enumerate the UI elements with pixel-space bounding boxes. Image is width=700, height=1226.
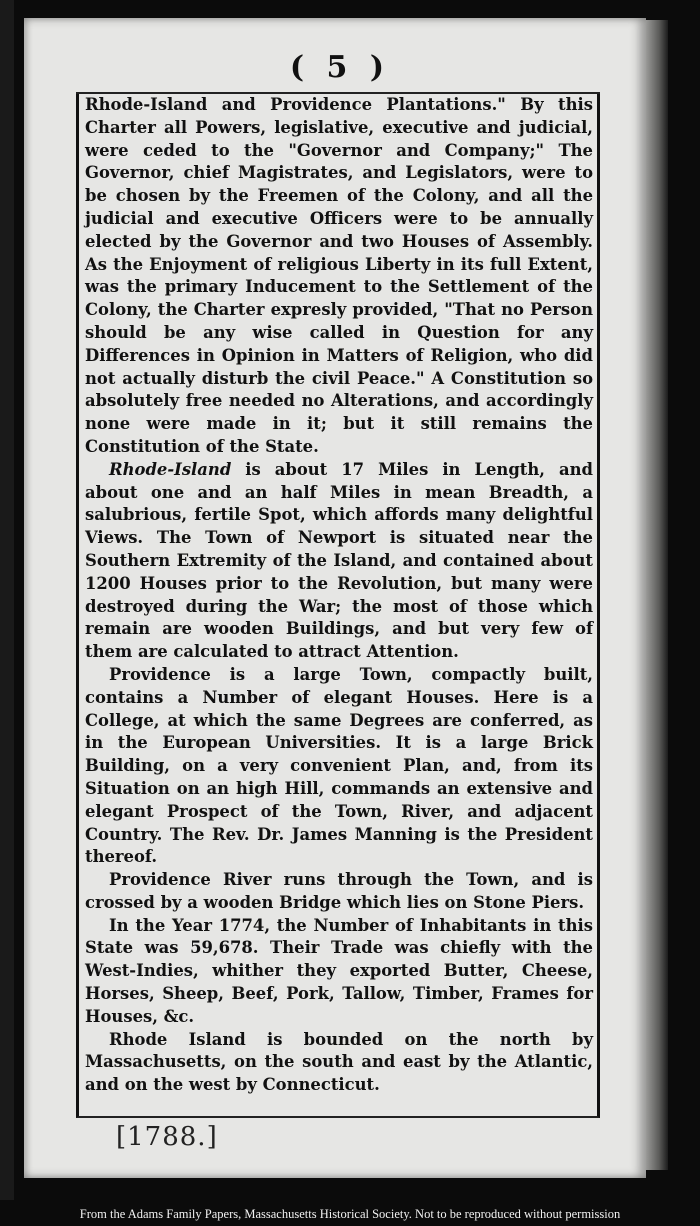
paragraph bbox=[85, 869, 593, 915]
text-frame bbox=[76, 92, 600, 1118]
paragraph bbox=[85, 1029, 593, 1097]
page-number: ( 5 ) bbox=[289, 50, 391, 85]
body-text bbox=[85, 94, 593, 1097]
page-edge bbox=[646, 20, 668, 1170]
paragraph-text: Rhode-Island and Providence Plantations." By this Charter all Powers, legislative, executive and judicial, were ceded to the "Governor and Company;" The Governor, chief Magistrates, and Legislators, were to be chosen by the Freemen of the Colony, and all the judicial and executive Officers were to be annually elected by the Governor and two Houses of Assembly. As the Enjoyment of religious Liberty in its full Extent, was the primary Inducement to the Settlement of the Colony, the Charter expresly provided, "That no Person should be any wise called in Question for any Differences in Opinion in Matters of Religion, who did not actually disturb the civil Peace." A Constitution so absolutely free needed no Alterations, and accordingly none were made in it; but it still remains the Constitution of the State. bbox=[85, 95, 593, 456]
paragraph-lead: Rhode-Island bbox=[109, 459, 232, 479]
paragraph bbox=[85, 459, 593, 664]
paragraph bbox=[85, 664, 593, 869]
paragraph-text: Providence River runs through the Town, and is crossed by a wooden Bridge which lies on Stone Piers. bbox=[85, 870, 593, 912]
paragraph bbox=[85, 94, 593, 459]
paragraph bbox=[85, 915, 593, 1029]
book-spine-left bbox=[0, 0, 14, 1226]
paragraph-text: In the Year 1774, the Number of Inhabitants in this State was 59,678. Their Trade was chiefly with the West-Indies, whither they exported Butter, Cheese, Horses, Sheep, Beef, Pork, Tallow, Timber, Frames for Houses, &c. bbox=[85, 915, 593, 1026]
handwritten-date: [1788.] bbox=[116, 1122, 218, 1152]
paragraph-text: is about 17 Miles in Length, and about one and an half Miles in mean Breadth, a salubrious, fertile Spot, which affords many delightful Views. The Town of Newport is situated near the Southern Extremity of the Island, and contained about 1200 Houses prior to the Revolution, but many were destroyed during the War; the most of those which remain are wooden Buildings, and but very few of them are calculated to attract Attention. bbox=[85, 459, 593, 662]
paragraph-text: Providence is a large Town, compactly built, contains a Number of elegant Houses. Here is a College, at which the same Degrees are conferred, as in the European Universities. It is a large Brick Building, on a very convenient Plan, and, from its Situation on an high Hill, commands an extensive and elegant Prospect of the Town, River, and adjacent Country. The Rev. Dr. James Manning is the President thereof. bbox=[85, 664, 593, 867]
footer-credit: From the Adams Family Papers, Massachusetts Historical Society. Not to be reproduced without permission bbox=[79, 1207, 621, 1221]
paragraph-text: Rhode Island is bounded on the north by Massachusetts, on the south and east by the Atlantic, and on the west by Connecticut. bbox=[85, 1029, 593, 1095]
